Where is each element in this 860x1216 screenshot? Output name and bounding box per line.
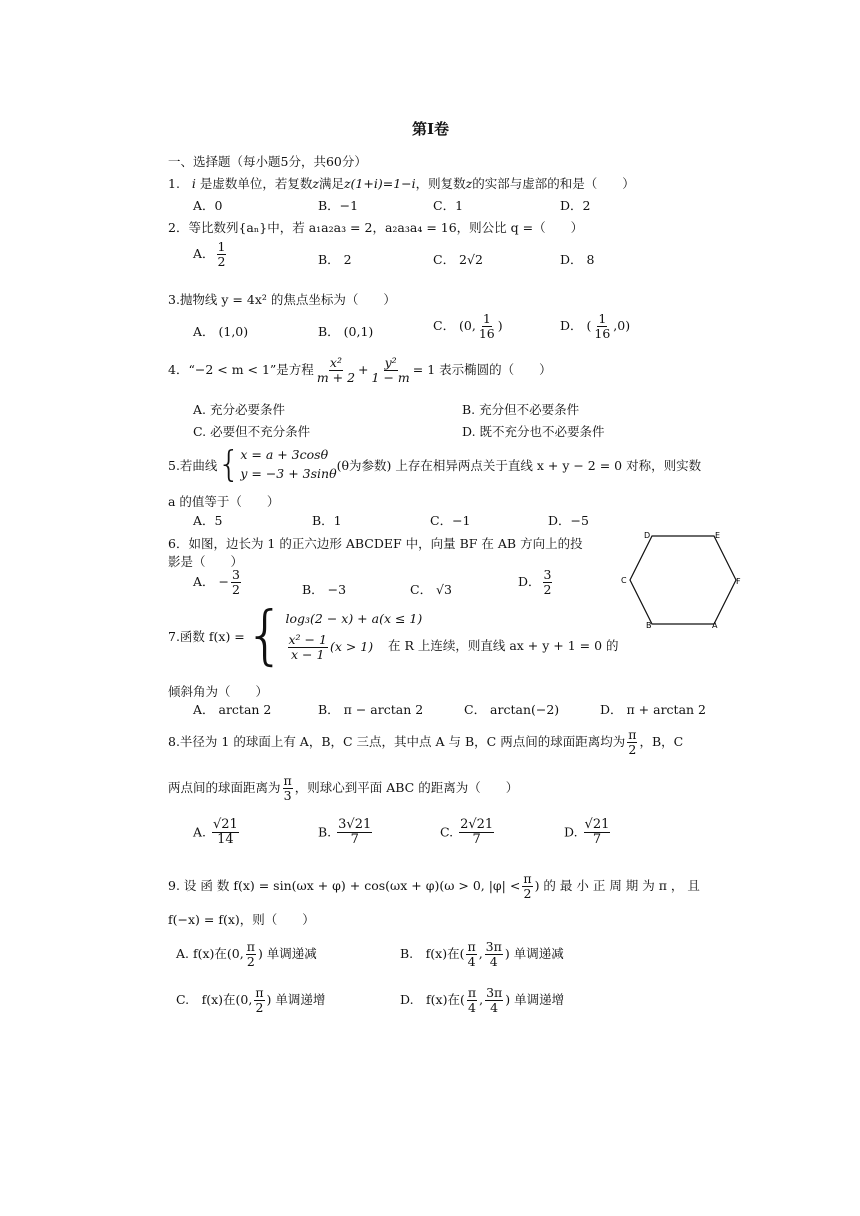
question-5-stem: 5.若曲线 { x = a + 3cosθ y = −3 + 3sinθ (θ为参数) 上存在相异两点关于直线 x + y − 2 = 0 对称，则实数 bbox=[168, 443, 702, 485]
q2-option-a[interactable]: A． $\frac{1}{2}$ bbox=[193, 239, 226, 269]
hexagon-figure bbox=[618, 528, 744, 632]
q5-option-b[interactable]: B．1 bbox=[312, 513, 342, 528]
q6-option-a[interactable]: A． − $\frac{3}{2}$ bbox=[193, 567, 240, 597]
q8-option-b[interactable]: B. $\frac{3√21}{7}$ bbox=[318, 817, 372, 848]
q7-option-a[interactable]: A． arctan 2 bbox=[193, 702, 272, 717]
q3-option-c[interactable]: C． (0, $\frac{1}{16}$ ) bbox=[433, 311, 503, 341]
q9-option-a[interactable]: A. f(x)在(0, $\frac{\pi}{2}$ ) 单调递减 bbox=[176, 939, 317, 969]
page-title: 第Ⅰ卷 bbox=[412, 120, 450, 138]
question-6-stem: 6．如图，边长为 1 的正六边形 ABCDEF 中，向量 BF 在 AB 方向上的投 bbox=[168, 536, 583, 551]
q7-option-c[interactable]: C． arctan(−2) bbox=[464, 702, 560, 717]
q6-option-c[interactable]: C． √3 bbox=[410, 582, 452, 597]
q2-option-c[interactable]: C． 2√2 bbox=[433, 252, 483, 267]
q2-option-b[interactable]: B． 2 bbox=[318, 252, 352, 267]
question-5-stem-line2: a 的值等于（ ） bbox=[168, 494, 280, 509]
q7-option-b[interactable]: B． π − arctan 2 bbox=[318, 702, 424, 717]
q8-option-d[interactable]: D. $\frac{√21}{7}$ bbox=[564, 817, 610, 848]
question-2-stem: 2．等比数列{aₙ}中，若 a₁a₂a₃ = 2，a₂a₃a₄ = 16，则公比 q =（ ） bbox=[168, 220, 584, 235]
question-9-stem-line2: f(−x) = f(x)，则（ ） bbox=[168, 912, 315, 927]
q1-option-d[interactable]: D．2 bbox=[560, 198, 591, 213]
question-8-stem-line2: 两点间的球面距离为 $\frac{\pi}{3}$ ，则球心到平面 ABC 的距离为（ ） bbox=[168, 773, 519, 803]
vertex-label-b: B bbox=[646, 621, 652, 630]
q7-option-d[interactable]: D． π + arctan 2 bbox=[600, 702, 707, 717]
section-heading: 一、选择题（每小题5分，共60分） bbox=[168, 154, 367, 169]
q1-option-c[interactable]: C．1 bbox=[433, 198, 464, 213]
q8-option-a[interactable]: A. $\frac{√21}{14}$ bbox=[193, 817, 238, 848]
q6-option-d[interactable]: D． $\frac{3}{2}$ bbox=[518, 567, 552, 597]
vertex-label-f: F bbox=[736, 577, 741, 586]
q4-option-c[interactable]: C. 必要但不充分条件 bbox=[193, 424, 311, 439]
q3-option-a[interactable]: A． (1,0) bbox=[193, 324, 249, 339]
q9-option-d[interactable]: D. f(x)在( $\frac{\pi}{4}$ , $\frac{3\pi}{4}$ ) 单调递增 bbox=[400, 985, 565, 1015]
left-brace: { bbox=[244, 599, 286, 673]
q1-option-b[interactable]: B．−1 bbox=[318, 198, 359, 213]
q5-option-c[interactable]: C．−1 bbox=[430, 513, 471, 528]
q4-option-d[interactable]: D. 既不充分也不必要条件 bbox=[462, 424, 605, 439]
question-7-stem: 7.函数 f(x) = { log₃(2 − x) + a(x ≤ 1) $\frac{\text{x² − 1}}{x - 1}$ (x > 1) bbox=[168, 599, 423, 673]
question-8-stem: 8.半径为 1 的球面上有 A，B，C 三点，其中点 A 与 B，C 两点间的球面距离均为 $\frac{\pi}{2}$ ，B，C bbox=[168, 727, 684, 757]
question-7-stem-line2: 倾斜角为（ ） bbox=[168, 684, 269, 699]
q1-option-a[interactable]: A．0 bbox=[193, 198, 223, 213]
question-6-stem-line2: 影是（ ） bbox=[168, 554, 244, 569]
vertex-label-e: E bbox=[715, 531, 721, 540]
q6-option-b[interactable]: B． −3 bbox=[302, 582, 347, 597]
question-4-stem: 4．“−2 < m < 1”是方程 $\frac{\text{x²}}{m + 2}$ + $\frac{\text{y²}}{1 - m}$ = 1 表示椭圆的（ ） bbox=[168, 355, 552, 385]
question-3-stem: 3.抛物线 y = 4x² 的焦点坐标为（ ） bbox=[168, 292, 396, 307]
vertex-label-c: C bbox=[621, 576, 627, 585]
q3-option-d[interactable]: D． ( $\frac{1}{16}$ ,0) bbox=[560, 311, 631, 341]
q2-option-d[interactable]: D． 8 bbox=[560, 252, 595, 267]
question-9-stem: 9. 设 函 数 f(x) = sin(ωx + φ) + cos(ωx + φ)(ω > 0, |φ| < $\frac{\pi}{2}$ ) 的 最 小 正 周 期 为 π ， 且 bbox=[168, 871, 700, 901]
q9-option-c[interactable]: C. f(x)在(0, $\frac{\pi}{2}$ ) 单调递增 bbox=[176, 985, 326, 1015]
question-1-stem: 1. i 是虚数单位，若复数z满足z(1+i)=1−i，则复数z的实部与虚部的和是（ ） bbox=[168, 176, 635, 191]
left-brace: { bbox=[217, 443, 241, 485]
q5-option-d[interactable]: D．−5 bbox=[548, 513, 589, 528]
q8-option-c[interactable]: C. $\frac{2√21}{7}$ bbox=[440, 817, 494, 848]
question-7-stem-tail: 在 R 上连续，则直线 ax + y + 1 = 0 的 bbox=[388, 638, 619, 653]
vertex-label-a: A bbox=[712, 621, 718, 630]
q9-option-b[interactable]: B. f(x)在( $\frac{\pi}{4}$ , $\frac{3\pi}{4}$ ) 单调递减 bbox=[400, 939, 564, 969]
q4-option-a[interactable]: A. 充分必要条件 bbox=[193, 402, 285, 417]
vertex-label-d: D bbox=[644, 531, 651, 540]
q4-option-b[interactable]: B. 充分但不必要条件 bbox=[462, 402, 580, 417]
q5-option-a[interactable]: A．5 bbox=[193, 513, 223, 528]
q3-option-b[interactable]: B． (0,1) bbox=[318, 324, 374, 339]
